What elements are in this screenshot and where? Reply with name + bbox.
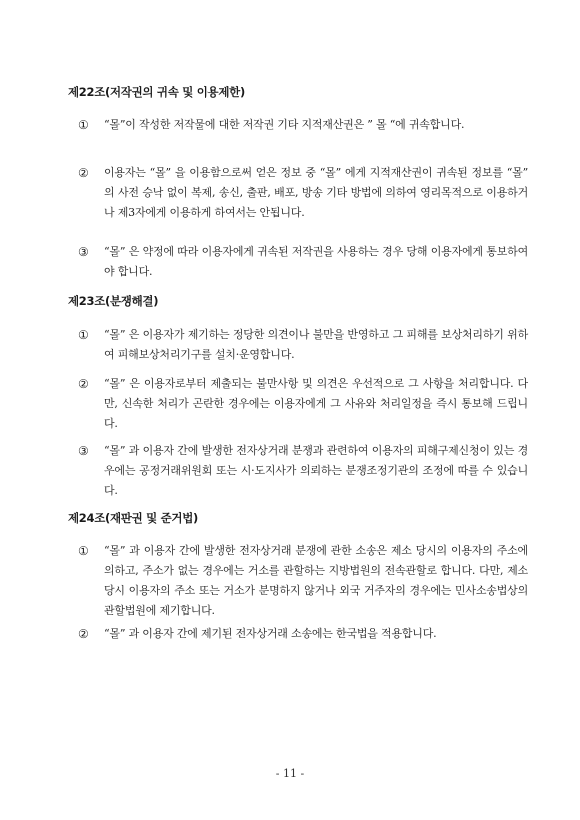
clause [78, 163, 528, 223]
clause-text: “몰” 과 이용자 간에 발생한 전자상거래 분쟁과 관련하여 이용자의 피해구제신청이 있는 경우에는 공정거래위원회 또는 시·도지사가 의뢰하는 분쟁조정기관의 조정에 따를 수 있습니다. [104, 444, 528, 497]
clause-number: ① [78, 544, 89, 558]
article-22-clause-3 [68, 242, 538, 282]
article-22 [68, 84, 538, 100]
article-22-clause-2 [68, 163, 538, 223]
page-number: - 11 - [275, 767, 305, 780]
clause-number: ① [78, 118, 89, 132]
article-24-clause-2 [68, 624, 538, 644]
clause [78, 624, 528, 644]
clause-number: ② [78, 627, 89, 641]
clause [78, 374, 528, 434]
clause [78, 242, 528, 282]
clause-text: “몰” 은 이용자가 제기하는 정당한 의견이나 불만을 반영하고 그 피해를 보상처리하기 위하여 피해보상처리기구를 설치·운영합니다. [104, 328, 528, 361]
clause-text: “몰” 은 이용자로부터 제출되는 불만사항 및 의견은 우선적으로 그 사항을 처리합니다. 다만, 신속한 처리가 곤란한 경우에는 이용자에게 그 사유와 처리일정을 즉시 통보해 드립니다. [104, 377, 528, 430]
article-title: 제23조(분쟁해결) [68, 294, 159, 308]
article-23 [68, 293, 538, 309]
clause [78, 441, 528, 501]
clause [78, 541, 528, 621]
clause-text: “몰” 과 이용자 간에 발생한 전자상거래 분쟁에 관한 소송은 제소 당시의 이용자의 주소에 의하고, 주소가 없는 경우에는 거소를 관할하는 지방법원의 전속관할로 합니다. 다만, 제소 당시 이용자의 주소 또는 거소가 분명하지 않거나 외국 거주자의 경우에는 민사소송법상의 관할법원에 제기합니다. [104, 544, 528, 617]
article-23-clause-3 [68, 441, 538, 501]
article-23-clause-1 [68, 325, 538, 365]
clause [78, 325, 528, 365]
clause-text: “몰” 과 이용자 간에 제기된 전자상거래 소송에는 한국법을 적용합니다. [104, 627, 437, 640]
article-23-clause-2 [68, 374, 538, 434]
clause [78, 115, 528, 135]
article-22-clause-1 [68, 115, 538, 135]
clause-number: ② [78, 166, 89, 180]
clause-number: ③ [78, 245, 89, 259]
clause-number: ② [78, 377, 89, 391]
article-24-clause-1 [68, 541, 538, 621]
clause-number: ① [78, 328, 89, 342]
clause-text: “몰” 은 약정에 따라 이용자에게 귀속된 저작권을 사용하는 경우 당해 이용자에게 통보하여야 합니다. [104, 245, 528, 278]
article-24 [68, 510, 538, 526]
clause-text: “몰”이 작성한 저작물에 대한 저작권 기타 지적재산권은 ” 몰 “에 귀속합니다. [104, 118, 465, 131]
clause-text: 이용자는 “몰” 을 이용함으로써 얻은 정보 중 “몰” 에게 지적재산권이 귀속된 정보를 “몰” 의 사전 승낙 없이 복제, 송신, 출판, 배포, 방송 기타 방법에 의하여 영리목적으로 이용하거나 제3자에게 이용하게 하여서는 안됩니다. [104, 166, 528, 219]
clause-number: ③ [78, 444, 89, 458]
article-title: 제24조(재판권 및 준거법) [68, 511, 199, 525]
article-title: 제22조(저작권의 귀속 및 이용제한) [68, 85, 245, 99]
